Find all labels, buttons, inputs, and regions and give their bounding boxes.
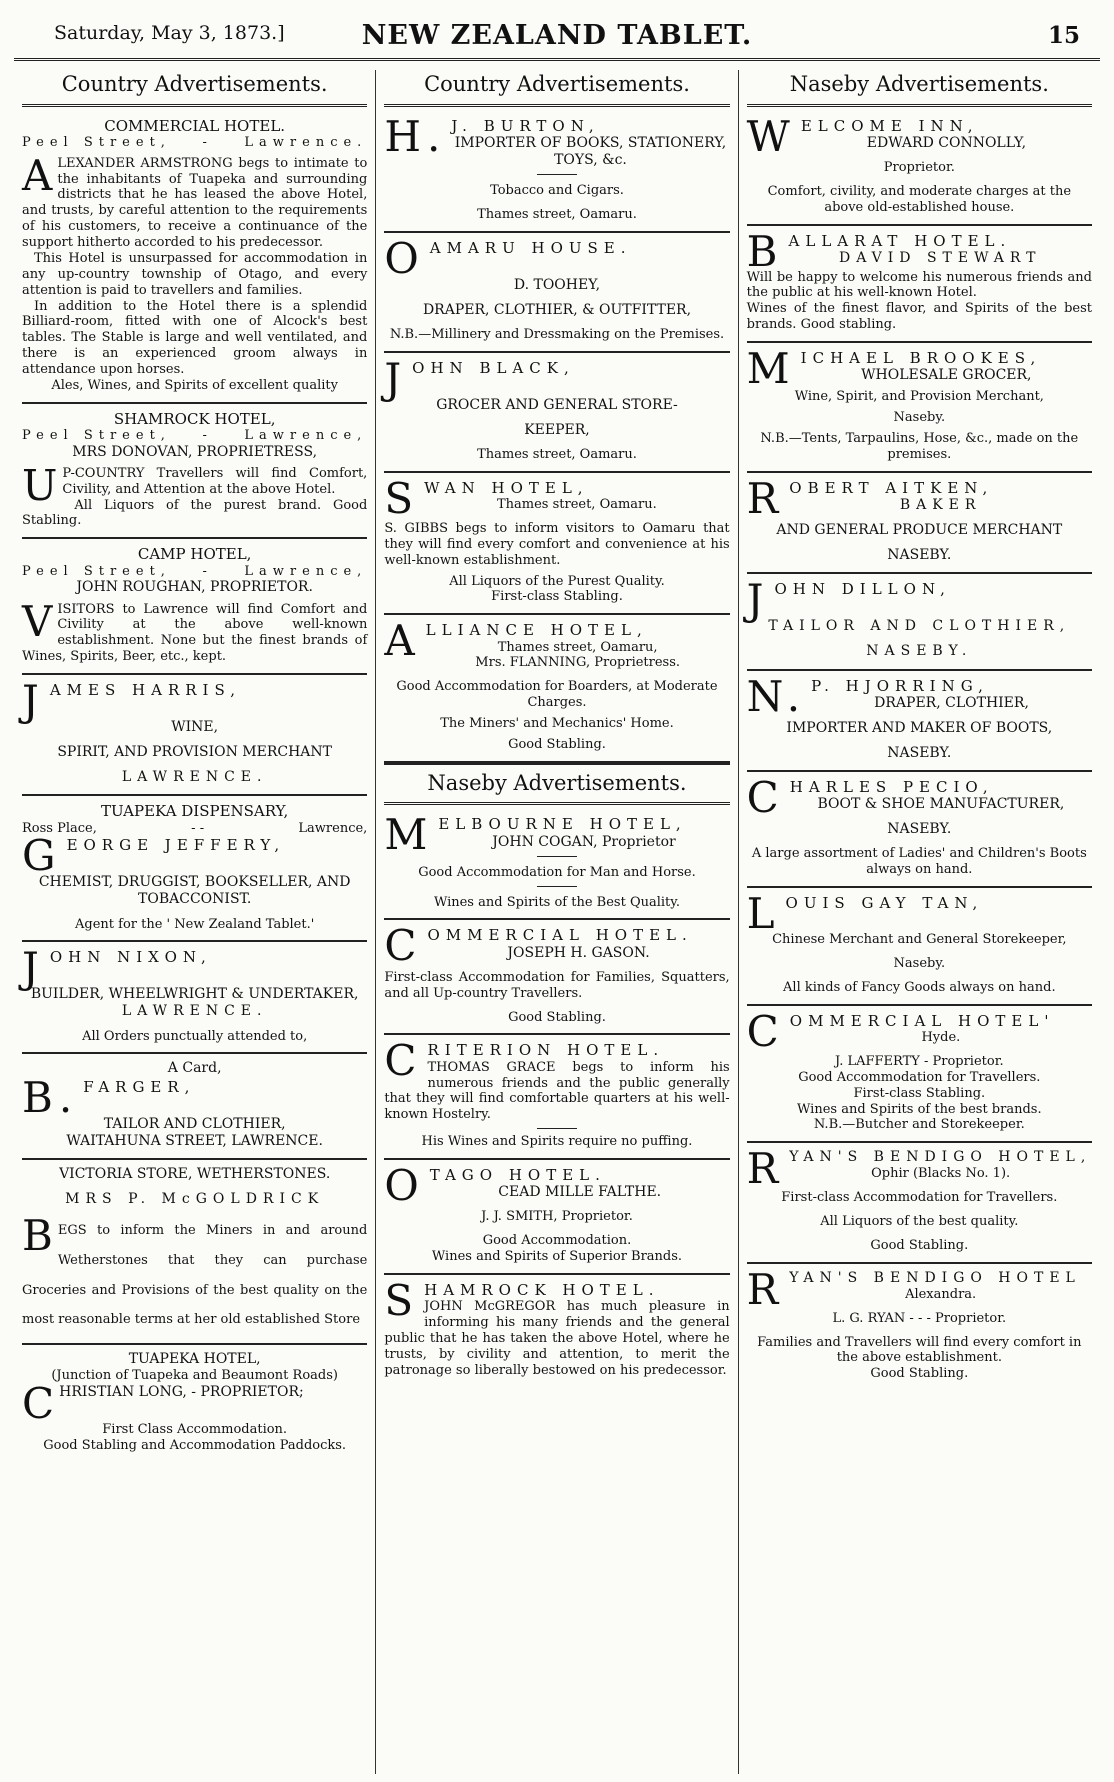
line: Comfort, civility, and moderate charges at the above old-established house. — [767, 183, 1072, 215]
ad-tuapeka-hotel — [22, 1345, 367, 1462]
name: EORGE JEFFERY, — [66, 836, 286, 855]
drop-cap: V — [22, 596, 53, 646]
ad-address — [22, 564, 367, 580]
line: Good Stabling and Accommodation Paddocks. — [43, 1438, 347, 1454]
ad-title — [746, 889, 1092, 939]
line: Agent for the ' New Zealand Tablet.' — [75, 916, 315, 932]
name: ELBOURNE HOTEL, — [438, 815, 687, 834]
line: TOYS, &c. — [554, 151, 627, 168]
name: OUIS GAY TAN, — [785, 894, 984, 913]
line: Good Accommodation for Boarders, at Moderate Charges. — [396, 679, 718, 711]
ad-body — [22, 460, 368, 510]
ad-n-p-hjorring — [747, 671, 1092, 773]
line: BOOT & SHOE MANUFACTURER, — [817, 796, 1065, 813]
ad-name — [22, 831, 367, 881]
drop-cap: B — [746, 226, 784, 276]
rule — [537, 886, 577, 887]
drop-cap: C — [384, 1036, 423, 1086]
drop-cap: L — [746, 889, 781, 939]
line: Wines and Spirits of the best brands. — [797, 1101, 1042, 1117]
ad-body — [22, 596, 368, 665]
line: CHEMIST, DRUGGIST, BOOKSELLER, AND TOBACCONIST. — [38, 874, 351, 908]
ad-ballarat-hotel — [747, 226, 1092, 343]
line: His Wines and Spirits require no puffing. — [421, 1134, 693, 1150]
line: TAILOR AND CLOTHIER, — [103, 1115, 286, 1132]
line: N.B.—Millinery and Dressmaking on the Premises. — [389, 326, 725, 342]
ad-melbourne-hotel — [384, 809, 729, 920]
ad-otago-hotel — [384, 1160, 729, 1275]
ad-john-dillon — [747, 574, 1092, 670]
street: Ross Place, — [22, 820, 97, 836]
name: FARGER, — [83, 1077, 196, 1096]
issue-date: Saturday, May 3, 1873.] — [54, 22, 285, 44]
ad-title: VICTORIA STORE, WETHERSTONES. — [59, 1165, 331, 1182]
line: N.B.—Butcher and Storekeeper. — [813, 1117, 1025, 1133]
proprietor: JOHN COGAN, Proprietor — [492, 833, 676, 850]
drop-cap: C — [384, 921, 423, 971]
drop-cap: J — [384, 353, 408, 403]
proprietor: EDWARD CONNOLLY, — [866, 134, 1027, 151]
ad-oamaru-house — [384, 233, 729, 353]
line: LAWRENCE. — [121, 769, 268, 786]
ad-title — [746, 575, 1092, 625]
paragraph: All Liquors of the purest brand. Good Stabling. — [22, 497, 368, 529]
ad-address — [22, 135, 367, 151]
masthead — [14, 0, 1100, 61]
paragraph: S. GIBBS begs to inform visitors to Oamaru that they will find every comfort and convenience at his well-known establishment. — [384, 520, 730, 568]
line: NASEBY. — [866, 643, 973, 660]
line: A large assortment of Ladies' and Children's Boots always on hand. — [751, 846, 1087, 878]
name: WAN HOTEL, — [424, 478, 589, 497]
ad-john-nixon — [22, 942, 367, 1054]
name: ALLARAT HOTEL. — [788, 231, 1012, 250]
ad-louis-gay-tan — [747, 888, 1092, 1006]
ad-shamrock-hotel-lawrence — [22, 404, 367, 540]
section-heading-country: Country Advertisements. — [22, 70, 367, 107]
name: HAMROCK HOTEL. — [424, 1280, 660, 1299]
ad-michael-brookes — [747, 343, 1092, 473]
section-heading-naseby: Naseby Advertisements. — [747, 70, 1092, 107]
name: J. BURTON, — [451, 116, 600, 135]
name: LLIANCE HOTEL, — [425, 621, 648, 640]
name: ICHAEL BROOKES, — [800, 349, 1042, 367]
line: LAWRENCE. — [121, 1003, 268, 1020]
drop-cap: B. — [22, 1072, 79, 1122]
column-1 — [14, 70, 375, 1774]
line: First-class Stabling. — [853, 1085, 986, 1101]
line: SPIRIT, AND PROVISION MERCHANT — [57, 744, 332, 761]
ad-welcome-inn — [747, 111, 1092, 226]
proprietor: L. G. RYAN - - - Proprietor. — [832, 1310, 1007, 1326]
line: GROCER AND GENERAL STORE- — [436, 396, 678, 413]
paragraph: Wines of the finest flavor, and Spirits of the best brands. Good stabling. — [746, 301, 1092, 333]
line: TAILOR AND CLOTHIER, — [768, 618, 1071, 635]
drop-cap: M — [384, 810, 434, 860]
dash: - - — [191, 820, 205, 836]
line: Good Accommodation for Travellers. — [798, 1069, 1041, 1085]
paragraph: P-COUNTRY Travellers will find Comfort, Civility, and Attention at the above Hotel. — [62, 465, 368, 497]
line: NASEBY. — [887, 547, 952, 564]
line: KEEPER, — [524, 421, 590, 438]
line: First-class Stabling. — [491, 589, 623, 605]
line: Good Stabling. — [508, 1009, 606, 1025]
street: Peel Street, — [22, 134, 171, 150]
line: First-class Accommodation for Families, Squatters, and all Up-country Travellers. — [384, 969, 730, 1001]
ad-commercial-hotel-hyde — [747, 1006, 1092, 1143]
newspaper-title: NEW ZEALAND TABLET. — [361, 20, 753, 51]
line: Wine, Spirit, and Provision Merchant, — [794, 389, 1044, 405]
address: Thames street, Oamaru, — [497, 639, 658, 655]
drop-cap: J — [22, 676, 45, 725]
line: IMPORTER OF BOOKS, STATIONERY, — [454, 134, 727, 151]
name: OHN DILLON, — [774, 580, 951, 599]
ad-title: TUAPEKA DISPENSARY, — [100, 802, 289, 821]
drop-cap: R — [746, 1144, 785, 1194]
line: Wines and Spirits of the Best Quality. — [433, 894, 681, 910]
line: Naseby. — [893, 956, 946, 972]
ad-criterion-hotel — [384, 1035, 729, 1160]
line: Thames street, Oamaru. — [477, 206, 637, 222]
ad-title: SHAMROCK HOTEL, — [113, 409, 276, 428]
paragraph: This Hotel is unsurpassed for accommodation in any up-country township of Otago, and every attention is paid to travellers and families. — [22, 250, 368, 298]
name: ELCOME INN, — [800, 116, 979, 135]
line: All kinds of Fancy Goods always on hand. — [783, 979, 1056, 995]
ad-title — [22, 676, 367, 725]
page-number: 15 — [1047, 22, 1080, 49]
ad-commercial-hotel-naseby — [384, 920, 729, 1035]
ad-body — [22, 150, 368, 251]
columns — [14, 70, 1100, 1774]
line: Good Stabling. — [870, 1366, 969, 1382]
line: NASEBY. — [887, 744, 952, 761]
drop-cap: B — [22, 1210, 53, 1260]
section-heading-naseby: Naseby Advertisements. — [384, 763, 729, 806]
paragraph: Ales, Wines, and Spirits of excellent quality — [51, 377, 338, 393]
town: Lawrence, — [244, 563, 368, 579]
ad-title — [384, 1036, 729, 1086]
ad-name — [22, 1072, 367, 1122]
ad-address — [22, 821, 367, 837]
street: Peel Street, — [22, 563, 171, 579]
line: Chinese Merchant and General Storekeeper, — [772, 932, 1067, 948]
drop-cap: M — [746, 344, 796, 393]
role: Proprietor. — [883, 159, 955, 175]
line: Good Stabling. — [508, 736, 606, 752]
line: Families and Travellers will find every comfort in the above establishment. — [757, 1334, 1082, 1366]
ad-h-j-burton — [384, 111, 729, 233]
drop-cap: J — [746, 575, 770, 625]
ad-commercial-hotel-lawrence — [22, 111, 367, 404]
street: Peel Street, — [22, 427, 171, 443]
line: IMPORTER AND MAKER OF BOOTS, — [786, 719, 1053, 736]
proprietor: MRS DONOVAN, PROPRIETRESS, — [72, 443, 318, 460]
drop-cap: S — [384, 1275, 420, 1325]
line: DRAPER, CLOTHIER, — [874, 694, 1029, 711]
town: Lawrence, — [298, 820, 368, 836]
line: DRAPER, CLOTHIER, & OUTFITTER, — [422, 301, 692, 318]
ad-john-black — [384, 353, 729, 473]
drop-cap: J — [22, 943, 45, 993]
ad-body — [22, 1210, 368, 1336]
drop-cap: N. — [746, 671, 807, 721]
drop-cap: H. — [384, 111, 447, 161]
paragraph: EGS to inform the Miners in and around Wetherstones that they can purchase Groceries and Provisions of the best quality on the most reasonable terms at her old established Store — [22, 1222, 368, 1328]
rule — [537, 856, 577, 857]
subtitle: Alexandra. — [905, 1286, 977, 1302]
proprietor: J. LAFFERTY - Proprietor. — [835, 1053, 1004, 1069]
town: Lawrence, — [244, 427, 368, 443]
ad-robert-aitken — [747, 473, 1092, 575]
ad-tuapeka-dispensary — [22, 796, 367, 942]
ad-charles-pecio — [747, 772, 1092, 888]
paragraph: THOMAS GRACE begs to inform his numerous friends and the public generally that they will find comfortable quarters at his well-known Hostelry. — [384, 1059, 730, 1123]
ad-title — [384, 233, 729, 283]
ad-camp-hotel — [22, 539, 367, 675]
line: Tobacco and Cigars. — [490, 183, 624, 199]
ad-title: TUAPEKA HOTEL, — [128, 1351, 261, 1368]
line: Good Accommodation. — [482, 1233, 632, 1249]
line: All Liquors of the Purest Quality. — [449, 573, 665, 589]
proprietor: Mrs. FLANNING, Proprietress. — [475, 655, 681, 671]
line: First Class Accommodation. — [102, 1422, 288, 1438]
proprietor: MRS P. McGOLDRICK — [65, 1190, 325, 1207]
name: YAN'S BENDIGO HOTEL — [789, 1269, 1081, 1286]
drop-cap: O — [384, 233, 425, 283]
drop-cap: C — [746, 1006, 785, 1056]
drop-cap: A — [22, 150, 53, 200]
ad-title: COMMERCIAL HOTEL. — [104, 116, 286, 135]
address: Thames street, Oamaru. — [496, 497, 657, 513]
line: CEAD MILLE FALTHE. — [498, 1184, 662, 1201]
ad-name — [22, 1379, 367, 1429]
line: First-class Accommodation for Travellers. — [781, 1190, 1058, 1206]
name: AMES HARRIS, — [49, 681, 241, 699]
line: Naseby. — [893, 410, 946, 426]
name: TAGO HOTEL. — [429, 1165, 606, 1184]
line: BUILDER, WHEELWRIGHT & UNDERTAKER, — [30, 986, 359, 1003]
paragraph: JOHN McGREGOR has much pleasure in informing his many friends and the general public that he has taken the above Hotel, where he trusts, by civility and attention, to merit the patronage so liberally bestowed on his predecessor. — [384, 1299, 730, 1378]
line: WHOLESALE GROCER, — [861, 367, 1032, 384]
line: Wines and Spirits of Superior Brands. — [431, 1249, 683, 1265]
line: All Liquors of the best quality. — [820, 1214, 1019, 1230]
proprietor: JOHN ROUGHAN, PROPRIETOR. — [76, 579, 313, 596]
name: OHN NIXON, — [49, 948, 212, 967]
name: OMMERCIAL HOTEL. — [427, 926, 693, 945]
name: OHN BLACK, — [412, 358, 575, 377]
line: Good Accommodation for Man and Horse. — [418, 864, 696, 880]
name: P. HJORRING, — [811, 676, 989, 695]
ad-victoria-store — [22, 1160, 367, 1346]
town: Lawrence. — [244, 134, 368, 150]
drop-cap: R — [746, 1264, 785, 1314]
drop-cap: G — [22, 831, 62, 881]
proprietor: J. J. SMITH, Proprietor. — [481, 1209, 633, 1225]
drop-cap: C — [746, 773, 785, 823]
ad-title: CAMP HOTEL, — [137, 545, 252, 564]
line: WINE, — [171, 719, 219, 735]
name: OBERT AITKEN, — [789, 478, 994, 497]
drop-cap: C — [22, 1379, 55, 1429]
line: Good Stabling. — [870, 1237, 969, 1253]
proprietor: DAVID STEWART — [838, 249, 1042, 266]
paragraph: Will be happy to welcome his numerous friends and the public at his well-known Hotel. — [746, 269, 1092, 301]
dash: - — [202, 134, 213, 150]
ad-title — [22, 943, 367, 993]
name: YAN'S BENDIGO HOTEL, — [789, 1149, 1092, 1166]
drop-cap: R — [746, 473, 785, 523]
proprietor: D. TOOHEY, — [513, 276, 601, 293]
name: HARLES PECIO, — [789, 778, 994, 797]
line: N.B.—Tents, Tarpaulins, Hose, &c., made on the premises. — [760, 431, 1079, 462]
name: RITERION HOTEL. — [427, 1041, 665, 1060]
ad-swan-hotel — [384, 473, 729, 615]
drop-cap: O — [384, 1160, 425, 1210]
line: NASEBY. — [887, 821, 952, 838]
line: AND GENERAL PRODUCE MERCHANT — [776, 522, 1063, 539]
ad-shamrock-hotel-naseby — [384, 1275, 729, 1387]
name: AMARU HOUSE. — [429, 238, 632, 257]
ad-title — [384, 353, 729, 403]
subtitle: Hyde. — [921, 1030, 961, 1046]
drop-cap: S — [384, 473, 420, 523]
ad-title — [384, 1275, 729, 1325]
subtitle: (Junction of Tuapeka and Beaumont Roads) — [51, 1368, 338, 1384]
paragraph: LEXANDER ARMSTRONG begs to intimate to the inhabitants of Tuapeka and surrounding districts that he has leased the above Hotel, and trusts, by careful attention to the requirements of his customers, to receive a continuance of the support hitherto accorded to his predecessor. — [22, 155, 368, 251]
drop-cap: U — [22, 460, 58, 510]
ad-b-farger — [22, 1054, 367, 1159]
ad-james-harris — [22, 675, 367, 796]
ad-alliance-hotel — [384, 615, 729, 762]
section-heading-country: Country Advertisements. — [384, 70, 729, 107]
line: WAITAHUNA STREET, LAWRENCE. — [66, 1132, 323, 1149]
ad-address — [22, 428, 367, 444]
line: BAKER — [899, 497, 982, 514]
rule — [537, 174, 577, 175]
ad-ryans-bendigo-hotel-ophir — [747, 1143, 1092, 1264]
drop-cap: W — [746, 111, 796, 161]
subtitle: Ophir (Blacks No. 1). — [871, 1166, 1011, 1182]
column-3 — [738, 70, 1100, 1774]
ad-ryans-bendigo-hotel-alexandra — [747, 1264, 1092, 1390]
dash: - — [202, 563, 213, 579]
drop-cap: A — [384, 616, 421, 666]
line: The Miners' and Mechanics' Home. — [440, 716, 674, 731]
proprietor: HRISTIAN LONG, - PROPRIETOR; — [59, 1384, 304, 1401]
line: Thames street, Oamaru. — [477, 446, 637, 462]
paragraph: In addition to the Hotel there is a splendid Billiard-room, fitted with one of Alcock's best tables. The Stable is large and well ventilated, and there is an experienced groom always in attendance upon horses. — [22, 298, 368, 377]
line: All Orders punctually attended to, — [82, 1028, 308, 1044]
dash: - — [202, 427, 213, 443]
column-2 — [375, 70, 737, 1774]
card-label: A Card, — [167, 1060, 222, 1077]
proprietor: JOSEPH H. GASON. — [507, 944, 650, 961]
paragraph: ISITORS to Lawrence will find Comfort and Civility at the above well-known establishment. None but the finest brands of Wines, Spirits, Beer, etc., kept. — [22, 601, 368, 665]
name: OMMERCIAL HOTEL' — [789, 1011, 1055, 1030]
rule — [537, 1128, 577, 1129]
